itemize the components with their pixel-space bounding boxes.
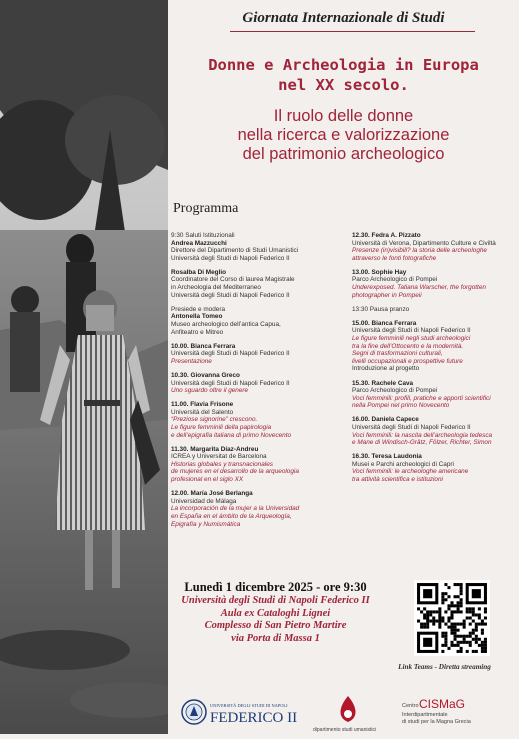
programme-line: 15.00. Bianca Ferrara (352, 319, 417, 327)
programme-line: Voci femminili: le archeologhe americane (352, 468, 469, 476)
title-line-2: nel XX secolo. (278, 76, 409, 94)
programme-line: Coordinatore del Corso di laurea Magistrale (171, 276, 295, 284)
cismag-prefix: Centro (402, 703, 419, 709)
programme-line: Parco Archeologico di Pompei (352, 276, 438, 284)
programme-line: “Preziose signorine” crescono. (171, 416, 258, 424)
programme-entry (171, 343, 349, 366)
programme-line: in Archeologia del Mediterraneo (171, 284, 261, 292)
programme-line: 12.00. María José Berlanga (171, 490, 253, 498)
poster-title (168, 55, 519, 95)
programme-line: 9:30 Saluti Istituzionali (171, 232, 235, 239)
event-type-heading: Giornata Internazionale di Studi (242, 10, 445, 26)
programme-entry (171, 306, 349, 336)
event-info (168, 580, 383, 645)
programme-line: Musei e Parchi archeologici di Capri (352, 460, 454, 468)
programme-line: Rosalba Di Meglio (171, 268, 227, 276)
programme-entry (171, 401, 349, 439)
programme-line: profesional en el siglo XX (171, 476, 244, 484)
programme-line: attraverso le fonti fotografiche (352, 254, 437, 262)
programme-line: Le figure femminili negli studi archeologici (352, 335, 471, 343)
programme-line: Università degli Studi di Napoli Federico II (171, 254, 290, 262)
programme-line: Università degli Studi di Napoli Federico II (171, 379, 290, 387)
programme-line: photographer in Pompeii (352, 291, 422, 299)
programme-line: Università del Salento (171, 408, 234, 416)
programme-line: Direttore del Dipartimento di Studi Umanistici (171, 247, 299, 255)
programme-entry (171, 490, 349, 528)
dsu-logo-icon (341, 696, 356, 722)
venue-line-1: Università degli Studi di Napoli Federico II (181, 595, 370, 606)
title-line-1: Donne e Archeologia in Europa (208, 56, 479, 74)
programme-entry (352, 232, 517, 262)
cismag-line-2: di studi per la Magna Grecia (402, 719, 471, 725)
programme-heading: Programma (173, 201, 239, 216)
programme-line: Voci femminili: profili, pratiche e apporti scientifici (352, 394, 491, 402)
programme-left-column (171, 232, 349, 535)
dsu-text: dipartimento studi umanistici (313, 727, 377, 733)
programme-line: tra la fine dell’Ottocento e la modernità. (352, 342, 464, 350)
programme-line: Presentazione (171, 357, 212, 365)
programme-line: e dell’epigrafia italiana di primo Novecento (171, 431, 292, 439)
subtitle-line-2: nella ricerca e valorizzazione (237, 126, 450, 144)
archival-photo (0, 0, 168, 734)
programme-line: Parco Archeologico di Pompei (352, 387, 438, 395)
subtitle-line-3: del patrimonio archeologico (242, 145, 445, 163)
qr-code-icon (414, 580, 490, 656)
programme-line: Historias globales y transnacionales (171, 460, 273, 468)
programme-line: Epigrafía y Numismática (171, 520, 241, 528)
programme-line: livelli occupazionali e prospettive future (352, 357, 463, 365)
venue-line-2: Aula ex Cataloghi Lignei (220, 607, 331, 619)
programme-line: ICREA y Universitat de Barcelona (171, 453, 267, 461)
unina-name-text: FEDERICO II (210, 710, 298, 726)
programme-line: Antonella Tomeo (171, 313, 223, 321)
programme-line: Università degli Studi di Napoli Federico II (352, 327, 471, 335)
programme-line: en España en el ámbito de la Arqueología, (171, 512, 292, 520)
programme-line: 13:30 Pausa pranzo (352, 305, 410, 313)
qr-caption: Link Teams - Diretta streaming (398, 663, 491, 671)
logos-art (168, 688, 519, 734)
subtitle-line-1: Il ruolo delle donne (273, 107, 414, 125)
event-date: Lunedì 1 dicembre 2025 - ore 9:30 (184, 580, 367, 594)
programme-entry (352, 269, 517, 299)
programme-line: Universidad de Málaga (171, 497, 237, 505)
programme-line: 12.30. Fedra A. Pizzato (352, 232, 421, 239)
programme-entry (171, 446, 349, 484)
programme-line: de mujeres en el desarrollo de la arqueologia (171, 468, 299, 476)
programme-line: Segni di trasformazioni culturali, (352, 350, 443, 358)
poster-subtitle (168, 107, 519, 164)
programme-line: Università di Verona, Dipartimento Culture e Civiltà (352, 239, 496, 247)
programme-entry (352, 416, 517, 446)
programme-entry (352, 306, 517, 314)
programme-entry (171, 372, 349, 395)
programme-line: Uno sguardo oltre il genere (171, 387, 249, 395)
programme-line: Introduzione al progetto (352, 365, 420, 373)
programme-line: Voci femminili: la nascita dell’archeologia tedesca (352, 431, 493, 439)
programme-line: 16.00. Daniela Capece (352, 416, 419, 424)
cismag-line-1: Interdipartimentale (402, 712, 448, 718)
programme-line: 10.00. Bianca Ferrara (171, 342, 236, 350)
programme-line: Museo archeologico dell’antica Capua, (171, 320, 281, 328)
programme-entry (352, 453, 517, 483)
unina-small-text: UNIVERSITÀ DEGLI STUDI DI NAPOLI (210, 703, 288, 708)
programme-line: 13.00. Sophie Hay (352, 268, 407, 276)
programme-line: Università degli Studi di Napoli Federico II (171, 291, 290, 299)
programme-line: Presenze (in)visibili? la storia delle archeologhe (352, 247, 487, 255)
poster-content (168, 0, 519, 734)
programme-line: Underexposed. Tatiana Warscher, the forgotten (352, 284, 486, 292)
programme-line: Università degli Studi di Napoli Federico II (171, 350, 290, 358)
header-divider (230, 31, 475, 32)
programme-entry (171, 232, 349, 262)
programme-line: La incorporación de la mujer a la Universidad (171, 505, 300, 513)
venue-line-4: via Porta di Massa 1 (231, 632, 320, 644)
cismag-name: CISMaG (419, 697, 466, 711)
programme-line: e Mane di Windisch-Grätz, Fölzer, Richter, Simon (352, 439, 492, 447)
programme-line: 16.30. Teresa Laudonia (352, 453, 422, 461)
programme-line: 10.30. Giovanna Greco (171, 371, 240, 379)
programme-line: Andrea Mazzucchi (171, 239, 227, 247)
logo-bar (168, 688, 519, 734)
programme-line: Presiede e modera (171, 305, 225, 313)
programme-right-column (352, 232, 517, 490)
unina-seal-icon (182, 700, 206, 724)
programme-line: Università degli Studi di Napoli Federico II (352, 423, 471, 431)
qr-code[interactable] (414, 580, 490, 656)
programme-entry (352, 320, 517, 373)
programme-line: Anfiteatro e Mitreo (171, 328, 224, 336)
programme-line: tra attività scientifica e istituzioni (352, 476, 443, 484)
programme-line: Le figure femminili della papirologia (171, 423, 272, 431)
programme-line: nella Pompei nel primo Novecento (352, 402, 450, 410)
venue-line-3: Complesso di San Pietro Martire (204, 620, 347, 631)
programme-line: 11.00. Flavia Frisone (171, 401, 234, 409)
programme-line: 11.30. Margarita Díaz-Andreu (171, 445, 259, 453)
programme-line: 15.30. Rachele Cava (352, 379, 414, 387)
programme-entry (171, 269, 349, 299)
archival-photo-art (0, 0, 168, 734)
programme-entry (352, 380, 517, 410)
